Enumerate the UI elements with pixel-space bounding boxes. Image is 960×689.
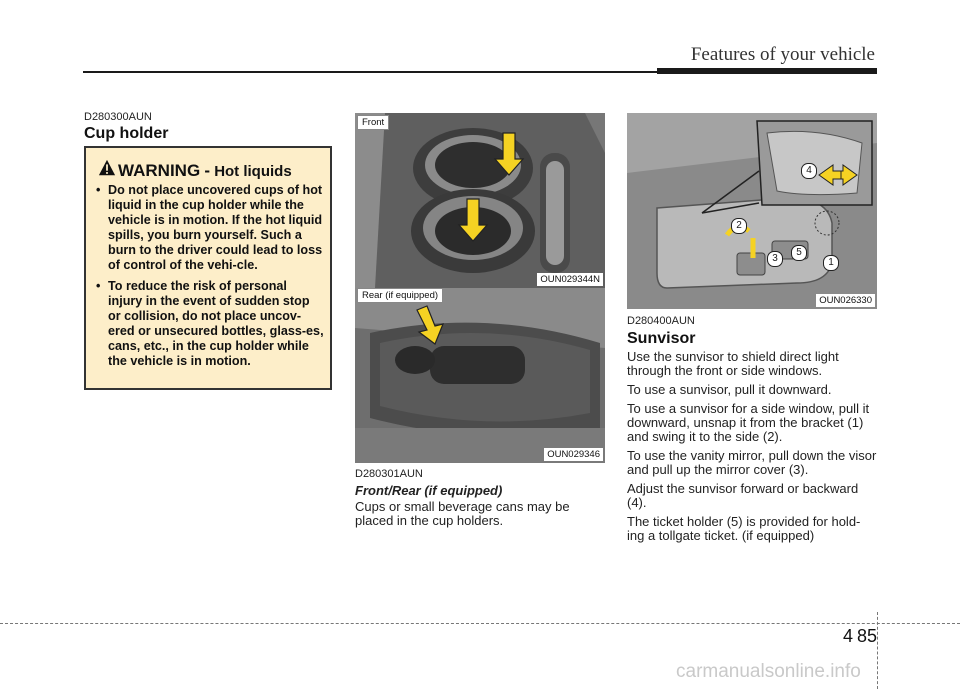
page-section-number: 4 [843, 626, 854, 646]
photo-code: OUN029344N [537, 273, 603, 286]
front-cup-holder-illustration [355, 113, 605, 288]
photo-code: OUN029346 [544, 448, 603, 461]
callout-3: 3 [767, 251, 783, 267]
callout-5: 5 [791, 245, 807, 261]
sunvisor-illustration [627, 113, 877, 309]
warning-triangle-icon [98, 159, 116, 177]
warning-item: • To reduce the risk of personal injury in the event of sudden stop or collision, do not place uncov-ered or unsecured bottles, glass-es, cans, etc., in the cup holder while the vehicle is in motion. [96, 279, 324, 369]
footer-rule [0, 623, 960, 624]
sunvisor-paragraph: To use a sunvisor, pull it downward. [627, 382, 832, 397]
sunvisor-text-block [627, 350, 877, 543]
warning-dash: - [204, 161, 211, 180]
watermark: carmanualsonline.info [676, 661, 861, 682]
warning-label: WARNING [118, 161, 201, 180]
sunvisor-code: D280400AUN [627, 315, 695, 327]
warning-subject: Hot liquids [214, 163, 292, 180]
sunvisor-paragraph: To use a sunvisor for a side window, pull it downward, unsnap it from the bracket (1) and swing it to the side (2). [627, 401, 870, 444]
header-tab-bar [657, 68, 877, 74]
photo-code: OUN026330 [816, 294, 875, 307]
callout-1: 1 [823, 255, 839, 271]
cup-holder-code: D280300AUN [84, 111, 152, 123]
sunvisor-title: Sunvisor [627, 330, 696, 347]
rear-cup-holder-illustration [355, 288, 605, 463]
cup-holder-title: Cup holder [84, 125, 169, 142]
sunvisor-paragraph: The ticket holder (5) is provided for hold-ing a tollgate ticket. (if equipped) [627, 514, 861, 543]
photo-tag: Rear (if equipped) [357, 288, 443, 303]
front-rear-code: D280301AUN [355, 468, 423, 480]
rear-cup-holder-photo [355, 288, 605, 463]
sunvisor-photo [627, 113, 877, 309]
front-rear-subhead: Front/Rear (if equipped) [355, 483, 503, 498]
callout-4: 4 [801, 163, 817, 179]
front-cup-holder-photo [355, 113, 605, 288]
warning-title [118, 161, 292, 181]
sunvisor-paragraph: Adjust the sunvisor forward or backward (4). [627, 481, 859, 510]
footer-divider [877, 612, 878, 689]
section-title: Features of your vehicle [690, 44, 875, 65]
cup-holder-text-block [355, 500, 605, 528]
sunvisor-paragraph: To use the vanity mirror, pull down the visor and pull up the mirror cover (3). [627, 448, 877, 477]
warning-box [84, 146, 332, 390]
page-number: 85 [857, 626, 878, 646]
warning-list [96, 183, 324, 375]
cup-holder-text: Cups or small beverage cans may be placed in the cup holders. [355, 499, 570, 528]
sunvisor-paragraph: Use the sunvisor to shield direct light through the front or side windows. [627, 349, 839, 378]
photo-tag: Front [357, 115, 389, 130]
warning-item: • Do not place uncovered cups of hot liquid in the cup holder while the vehicle is in motion. If the hot liquid spills, you burn yourself. Such a burn to the driver could lead to loss of control of the vehi-cle. [96, 183, 324, 273]
callout-2: 2 [731, 218, 747, 234]
